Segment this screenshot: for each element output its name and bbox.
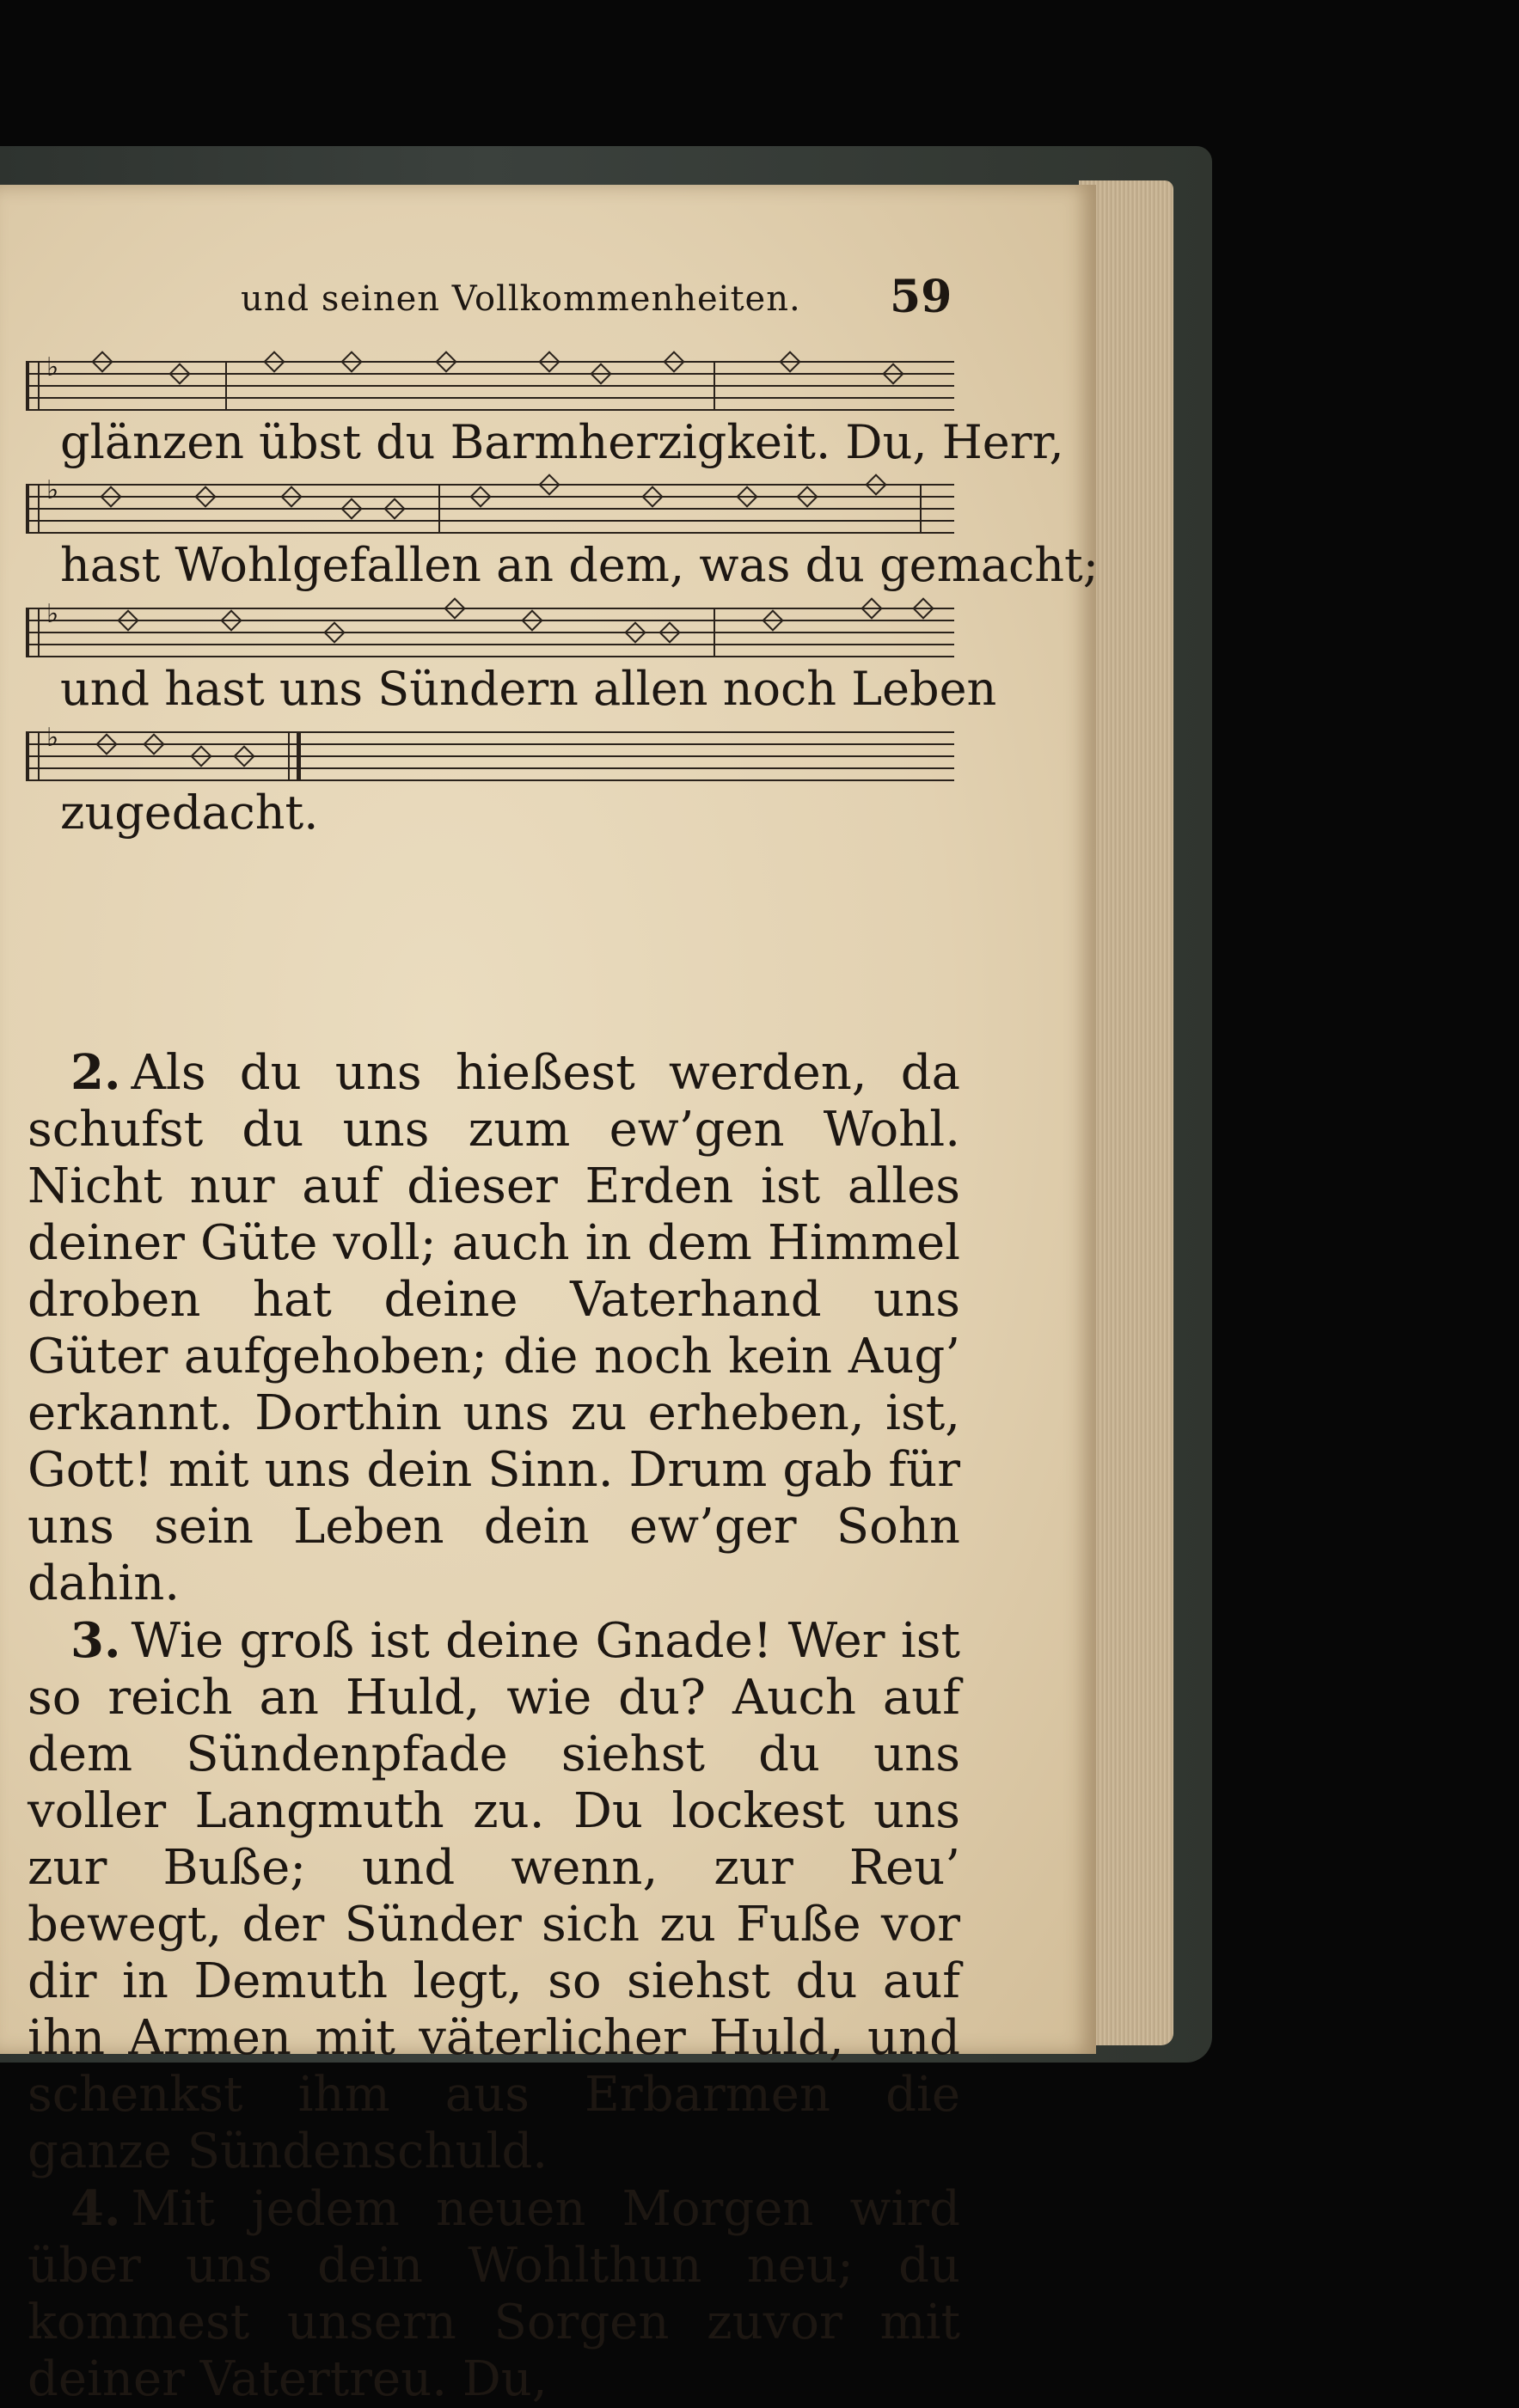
music-system-1 bbox=[26, 352, 1064, 473]
lyric-line: und hast uns Sündern allen noch Leben bbox=[60, 662, 997, 716]
verse-4 bbox=[28, 2180, 960, 2408]
music-system-2 bbox=[26, 475, 1099, 596]
music-system-3 bbox=[26, 599, 997, 719]
running-title: und seinen Vollkommenheiten. bbox=[241, 279, 801, 319]
verse-2 bbox=[28, 1044, 960, 1612]
verse-number: 4. bbox=[70, 2180, 121, 2237]
verse-text bbox=[28, 1044, 960, 2408]
lyric-line: hast Wohlgefallen an dem, was du gemacht; bbox=[60, 538, 1099, 592]
lyric-line: zugedacht. bbox=[60, 785, 319, 840]
lyric-line: glänzen übst du Barmherzigkeit. Du, Herr, bbox=[60, 415, 1064, 469]
music-staff: ♭ bbox=[26, 731, 954, 783]
music-staff: ♭ bbox=[26, 361, 954, 413]
verse-number: 2. bbox=[70, 1044, 121, 1101]
music-staff: ♭ bbox=[26, 608, 954, 659]
book-page bbox=[0, 185, 1099, 2407]
music-system-4 bbox=[26, 723, 954, 843]
page-number: 59 bbox=[890, 271, 952, 323]
verse-body: Mit jedem neuen Morgen wird über uns dein Wohlthun neu; du kommest unsern Sorgen zuvor mit deiner Vatertreu. Du, bbox=[28, 2181, 960, 2407]
verse-3 bbox=[28, 1612, 960, 2180]
page-header bbox=[0, 271, 954, 331]
music-staff: ♭ bbox=[26, 484, 954, 535]
verse-body: Wie groß ist deine Gnade! Wer ist so reich an Huld, wie du? Auch auf dem Sündenpfade siehst du uns voller Langmuth zu. Du lockest uns zur Buße; und wenn, zur Reu’ bewegt, der Sünder sich zu Fuße vor dir in Demuth legt, so siehst du auf ihn Armen mit väterlicher Huld, und schenkst ihm aus Erbarmen die ganze Sündenschuld. bbox=[28, 1613, 960, 2179]
verse-body: Als du uns hießest werden, da schufst du uns zum ew’gen Wohl. Nicht nur auf dieser Erden ist alles deiner Güte voll; auch in dem Himmel droben hat deine Vaterhand uns Güter aufgehoben; die noch kein Aug’ erkannt. Dorthin uns zu erheben, ist, Gott! mit uns dein Sinn. Drum gab für uns sein Leben dein ew’ger Sohn dahin. bbox=[28, 1045, 960, 1611]
verse-number: 3. bbox=[70, 1612, 121, 1669]
